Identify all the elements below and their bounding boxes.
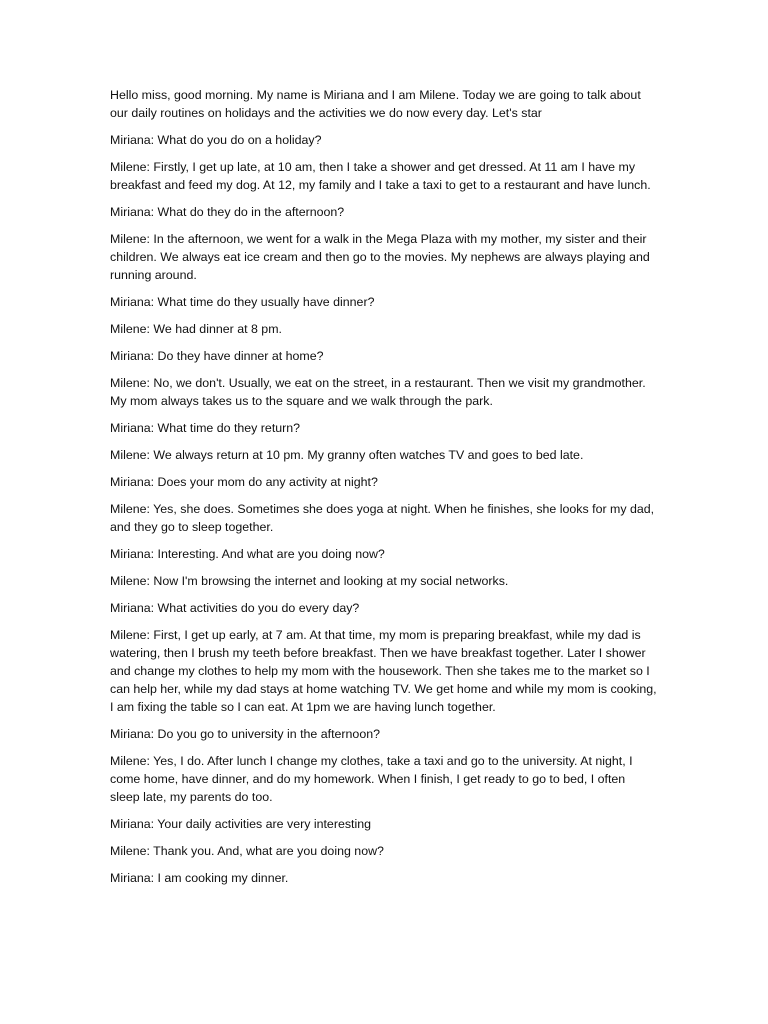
dialogue-line: Milene: No, we don't. Usually, we eat on the street, in a restaurant. Then we visit my grandmother. My mom always takes us to the square and we walk through the park. [110, 376, 646, 408]
dialogue-line: Miriana: What do you do on a holiday? [110, 133, 322, 147]
dialogue-line: Milene: We always return at 10 pm. My granny often watches TV and goes to bed late. [110, 448, 584, 462]
dialogue-line: Milene: In the afternoon, we went for a walk in the Mega Plaza with my mother, my sister and their children. We always eat ice cream and then go to the movies. My nephews are always playing and running around. [110, 232, 650, 282]
dialogue-line: Miriana: Do they have dinner at home? [110, 349, 324, 363]
dialogue-line: Miriana: Interesting. And what are you doing now? [110, 547, 385, 561]
dialogue-line: Miriana: What activities do you do every day? [110, 601, 360, 615]
dialogue-line: Milene: Firstly, I get up late, at 10 am, then I take a shower and get dressed. At 11 am I have my breakfast and feed my dog. At 12, my family and I take a taxi to get to a restaurant and have lunch. [110, 160, 651, 192]
dialogue-line: Miriana: Your daily activities are very interesting [110, 817, 372, 831]
dialogue-line: Miriana: Does your mom do any activity at night? [110, 475, 378, 489]
dialogue-text [110, 86, 658, 896]
dialogue-line: Miriana: What time do they return? [110, 421, 301, 435]
dialogue-line: Milene: Now I'm browsing the internet and looking at my social networks. [110, 574, 509, 588]
dialogue-line: Miriana: Do you go to university in the afternoon? [110, 727, 380, 741]
dialogue-line: Miriana: What do they do in the afternoon? [110, 205, 345, 219]
dialogue-line: Milene: First, I get up early, at 7 am. At that time, my mom is preparing breakfast, while my dad is watering, then I brush my teeth before breakfast. Then we have breakfast together. Later I shower and change my clothes to help my mom with the housework. Then she takes me to the market so I can help her, while my dad stays at home watching TV. We get home and while my mom is cooking, I am fixing the table so I can eat. At 1pm we are having lunch together. [110, 628, 657, 714]
dialogue-line: Milene: Thank you. And, what are you doing now? [110, 844, 384, 858]
intro-paragraph: Hello miss, good morning. My name is Miriana and I am Milene. Today we are going to talk about our daily routines on holidays and the activities we do now every day. Let's star [110, 88, 641, 120]
dialogue-line: Milene: Yes, I do. After lunch I change my clothes, take a taxi and go to the university. At night, I come home, have dinner, and do my homework. When I finish, I get ready to go to bed, I often sleep late, my parents do too. [110, 754, 633, 804]
dialogue-line: Miriana: I am cooking my dinner. [110, 871, 289, 885]
dialogue-line: Milene: We had dinner at 8 pm. [110, 322, 282, 336]
dialogue-line: Miriana: What time do they usually have dinner? [110, 295, 375, 309]
dialogue-line: Milene: Yes, she does. Sometimes she does yoga at night. When he finishes, she looks for my dad, and they go to sleep together. [110, 502, 655, 534]
